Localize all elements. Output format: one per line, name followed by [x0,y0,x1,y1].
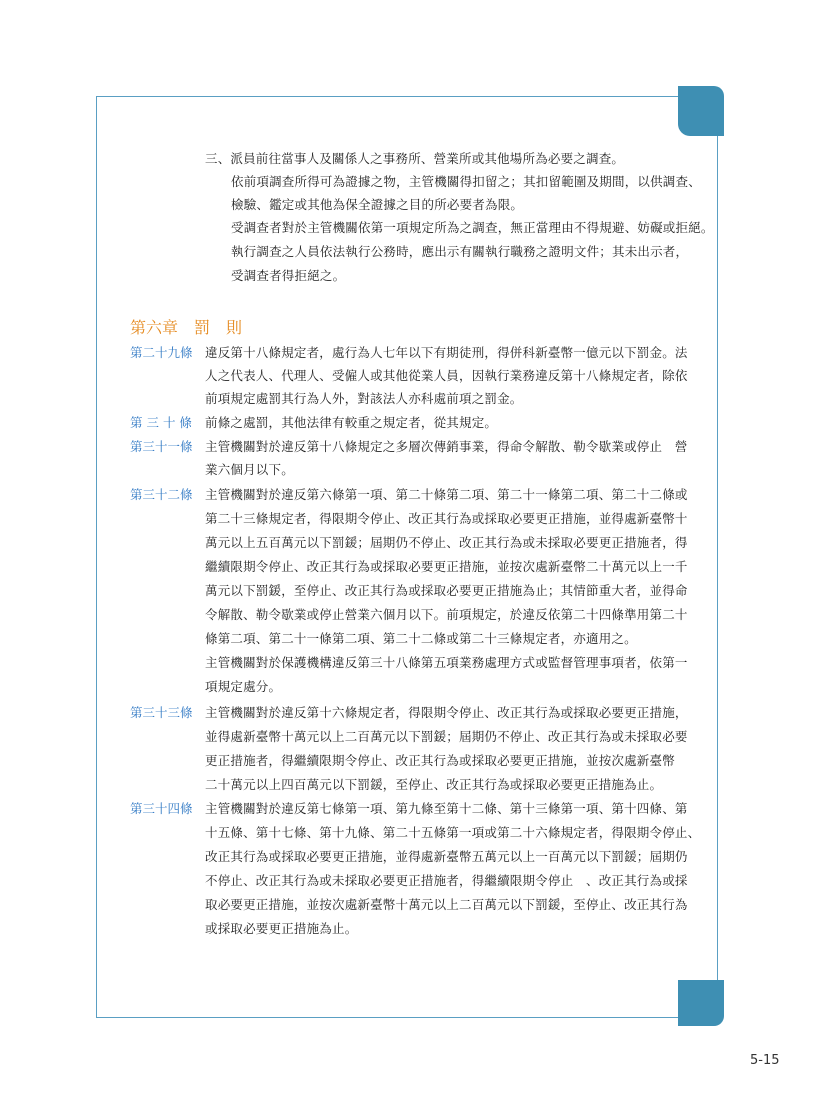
intro-line: 執行調查之人員依法執行公務時，應出示有關執行職務之證明文件；其未出示者， [231,244,689,259]
article-33-heading: 第三十三條 [130,705,193,720]
article-31-heading: 第三十一條 [130,439,193,454]
article-34-line: 十五條、第十七條、第十九條、第二十五條第一項或第二十六條規定者，得限期令停止、 [205,825,701,840]
article-29-heading: 第二十九條 [130,345,193,360]
corner-tab-bottom [678,980,724,1026]
article-32-line: 主管機關對於違反第六條第一項、第二十條第二項、第二十一條第二項、第二十二條或 [205,487,688,502]
article-32-line: 第二十三條規定者，得限期令停止、改正其行為或採取必要更正措施，並得處新臺幣十 [205,511,688,526]
article-34-line: 不停止、改正其行為或未採取必要更正措施者，得繼續限期令停止 、改正其行為或採 [205,873,688,888]
article-33-line: 主管機關對於違反第十六條規定者，得限期令停止、改正其行為或採取必要更正措施， [205,705,688,720]
article-30-heading: 第 三 十 條 [130,415,192,430]
corner-tab-top [678,86,724,136]
article-32-heading: 第三十二條 [130,487,193,502]
chapter-title: 第六章 罰 則 [130,318,243,337]
article-32-line: 繼續限期令停止、改正其行為或採取必要更正措施，並按次處新臺幣二十萬元以上一千 [205,559,688,574]
intro-line: 三、派員前往當事人及關係人之事務所、營業所或其他場所為必要之調查。 [205,151,625,166]
article-31-line: 業六個月以下。 [205,462,294,477]
article-34-line: 取必要更正措施，並按次處新臺幣十萬元以上二百萬元以下罰鍰，至停止、改正其行為 [205,897,688,912]
intro-line: 依前項調查所得可為證據之物，主管機關得扣留之；其扣留範圍及期間，以供調查、 [231,174,701,189]
article-32-line: 項規定處分。 [205,679,282,694]
intro-line: 受調查者得拒絕之。 [231,268,346,283]
article-29-line: 違反第十八條規定者，處行為人七年以下有期徒刑，得併科新臺幣一億元以下罰金。法 [205,345,688,360]
article-29-line: 前項規定處罰其行為人外，對該法人亦科處前項之罰金。 [205,391,523,406]
article-34-line: 改正其行為或採取必要更正措施，並得處新臺幣五萬元以上一百萬元以下罰鍰；屆期仍 [205,849,688,864]
article-30-line: 前條之處罰，其他法律有較重之規定者，從其規定。 [205,415,498,430]
article-32-line: 主管機關對於保護機構違反第三十八條第五項業務處理方式或監督管理事項者，依第一 [205,655,688,670]
article-31-line: 主管機關對於違反第十八條規定之多層次傳銷事業，得命令解散、勒令歇業或停止 營 [205,439,688,454]
article-29-line: 人之代表人、代理人、受僱人或其他從業人員，因執行業務違反第十八條規定者，除依 [205,368,688,383]
article-32-line: 萬元以上五百萬元以下罰鍰；屆期仍不停止、改正其行為或未採取必要更正措施者，得 [205,535,688,550]
intro-line: 檢驗、鑑定或其他為保全證據之目的所必要者為限。 [231,197,524,212]
article-33-line: 並得處新臺幣十萬元以上二百萬元以下罰鍰；屆期仍不停止、改正其行為或未採取必要 [205,729,688,744]
article-32-line: 萬元以下罰鍰，至停止、改正其行為或採取必要更正措施為止；其情節重大者，並得命 [205,583,688,598]
page-number: 5-15 [750,1053,780,1068]
article-33-line: 二十萬元以上四百萬元以下罰鍰，至停止、改正其行為或採取必要更正措施為止。 [205,777,663,792]
article-34-line: 主管機關對於違反第七條第一項、第九條至第十二條、第十三條第一項、第十四條、第 [205,801,688,816]
intro-line: 受調查者對於主管機關依第一項規定所為之調查，無正當理由不得規避、妨礙或拒絕。 [231,220,714,235]
article-34-heading: 第三十四條 [130,801,193,816]
article-32-line: 條第二項、第二十一條第二項、第二十二條或第二十三條規定者，亦適用之。 [205,631,637,646]
article-33-line: 更正措施者，得繼續限期令停止、改正其行為或採取必要更正措施，並按次處新臺幣 [205,753,675,768]
article-34-line: 或採取必要更正措施為止。 [205,921,358,936]
article-32-line: 令解散、勒令歇業或停止營業六個月以下。前項規定，於違反依第二十四條準用第二十 [205,607,688,622]
